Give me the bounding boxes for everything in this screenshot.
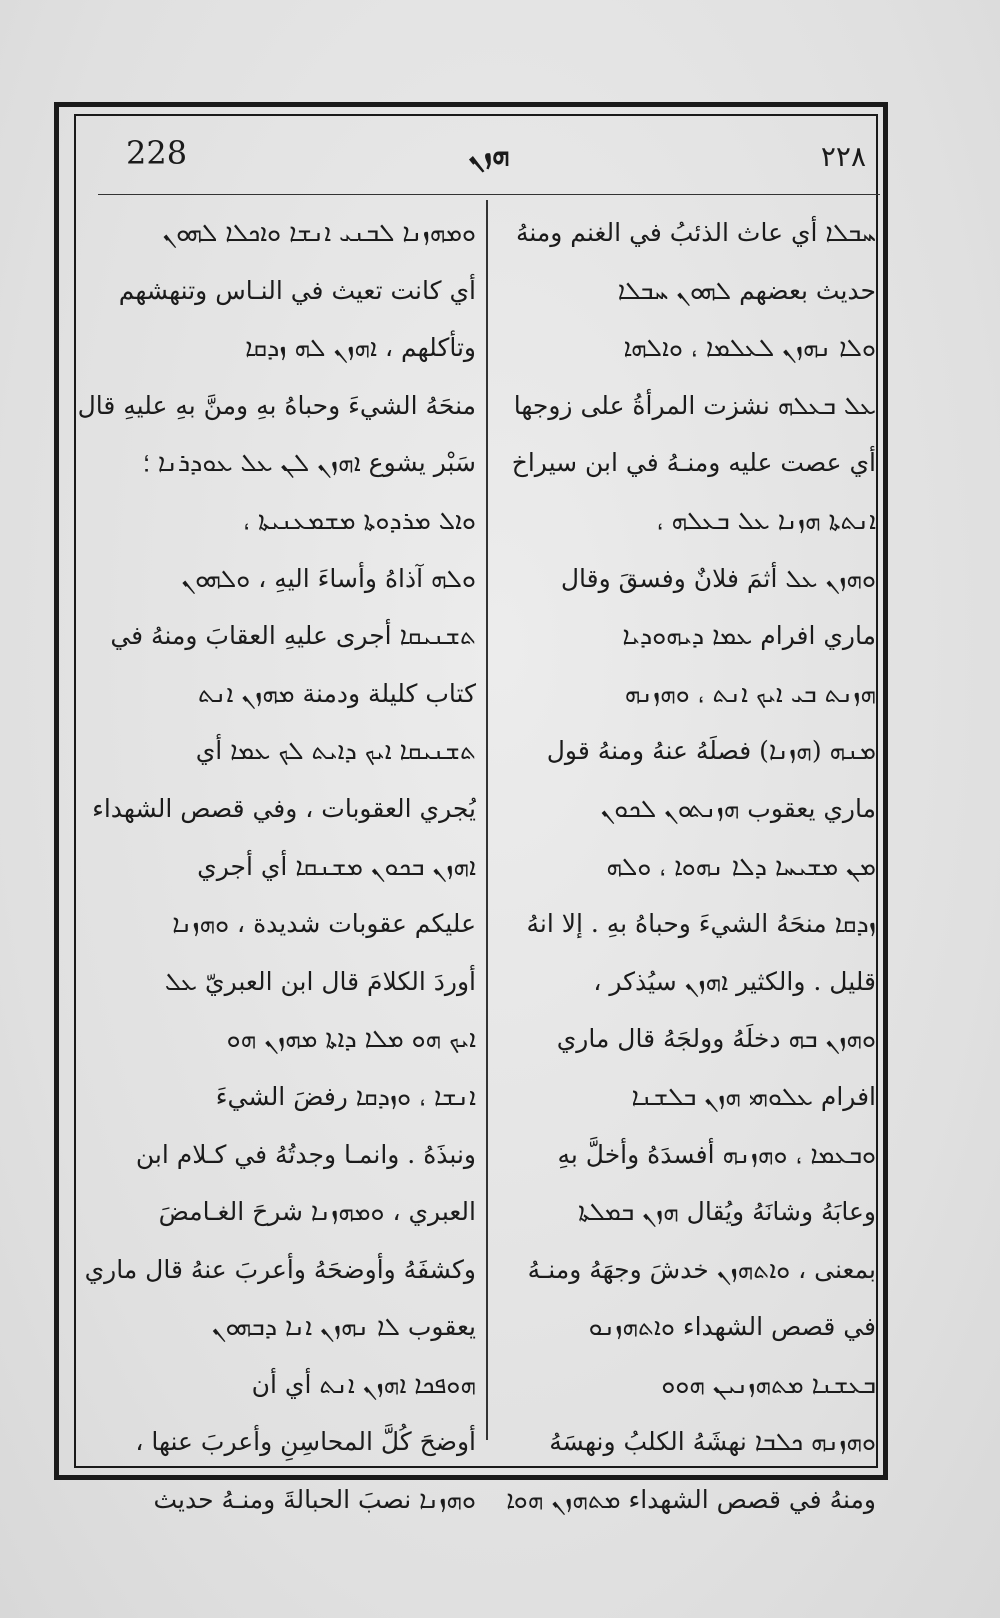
text-line: أوردَ الكلامَ قال ابن العبريّ ܥܠ [164, 966, 476, 996]
text-line: ܘܗܙܢ ܒܗ دخلَهُ وولجَهُ قال ماري [556, 1024, 876, 1054]
text-line: ܐܝܟ ܗܘ ܡܠܐ ܕܐܬܐ ܡܗܙܢ ܗܘ [226, 1024, 476, 1054]
text-line: ܡܢ ܡܫܝܚܐ ܕܠܐ ܢܗܘܐ ، ܘܠܗ [606, 851, 876, 881]
text-line: ܘܗܙܢ ܥܠ أثمَ فلانٌ وفسقَ وقال [560, 563, 876, 593]
text-line: يُجري العقوبات ، وفي قصص الشهداء [92, 793, 476, 823]
column-divider [486, 200, 488, 1440]
text-line: ܐܢܬܬܐ ܗܙܢܐ ܥܠ ܒܥܠܗ ، [656, 505, 876, 535]
text-line: ܡܢܗ (ܗܙܢܐ) فصلَهُ عنهُ ومنهُ قول [546, 736, 876, 766]
text-line: أي عصت عليه ومنـهُ في ابن سيراخ [511, 448, 876, 478]
text-line: ܚܒܠܐ أي عاث الذئبُ في الغنم ومنهُ [515, 218, 876, 247]
running-head: ܗܙܢ [468, 138, 510, 171]
text-line: يعقوب ܠܐ ܢܗܙܢ ܐܢܐ ܕܒܗܘܢ [211, 1312, 476, 1342]
text-line: ܬܫܢܝܩܐ ܐܝܟ ܕܐܝܬ ܠܟ ܥܡܐ أي [195, 736, 476, 766]
text-line: ܐܗܙܢ ܒܟܘܢ ܡܫܢܩܐ أي أجري [197, 851, 476, 881]
text-line: بمعنى ، ܘܐܬܗܙܢ خدشَ وجهَهُ ومنـهُ [527, 1254, 876, 1284]
text-line: ܘܠܐ ܢܗܙܢ ܠܥܠܡܐ ، ܘܐܠܗܐ [623, 333, 876, 363]
text-line: ونبذَهُ . وانمـا وجدتُهُ في كـلام ابن [135, 1139, 476, 1169]
text-line: ܘܒܥܡܐ ، ܘܗܙܢܗ أفسدَهُ وأخلَّ بهِ [557, 1139, 876, 1169]
text-line: أي كانت تعيث في النـاس وتنهشهم [118, 275, 476, 305]
text-line: ܐܢܫܐ ، ܘܙܕܩܐ رفضَ الشيءَ [215, 1081, 476, 1111]
right-column [498, 204, 876, 1515]
text-line: كتاب كليلة ودمنة ܡܗܙܢ ܐܢܬ [197, 678, 476, 708]
text-line: العبري ، ܘܡܗܙܢܐ شرحَ الغـامضَ [158, 1197, 476, 1227]
text-line: ܘܡܗܙܢܐ ܠܒܢܝ ܐܢܫܐ ܘܐܟܠܐ ܠܗܘܢ [162, 218, 476, 247]
text-line: ܥܠ ܒܥܠܗ نشزت المرأةُ على زوجها [513, 390, 876, 420]
text-line: أوضحَ كُلَّ المحاسِنِ وأعربَ عنها ، [135, 1427, 476, 1457]
text-line: ومنهُ في قصص الشهداء ܡܬܗܙܢ ܗܘܐ [506, 1485, 876, 1515]
text-line: وكشفَهُ وأوضحَهُ وأعربَ عنهُ قال ماري [84, 1254, 476, 1284]
page-header [98, 130, 880, 195]
text-line: ܗܘܦܟܐ ܐܗܙܢ ܐܢܬ أي أن [251, 1369, 476, 1399]
text-line: ܘܐܠ ܡܪܕܘܬܐ ܡܫܡܥܢܝܬܐ ، [243, 505, 476, 535]
text-line: ܙܕܩܐ منحَهُ الشيءَ وحباهُ بهِ . إلا انهُ [526, 909, 876, 939]
text-line: وعابَهُ وشانَهُ ويُقال ܗܙܢ ܒܡܠܬܐ [578, 1197, 876, 1227]
text-line: عليكم عقوبات شديدة ، ܘܗܙܢܐ [172, 909, 476, 939]
text-line: ماري يعقوب ܗܙܢܬܘܢ ܠܟܘܢ [600, 793, 876, 823]
text-line: افرام ܥܠܘܗܝ ܗܙܢ ܒܠܫܢܐ [631, 1081, 876, 1111]
text-line: منحَهُ الشيءَ وحباهُ بهِ ومنَّ بهِ عليهِ قال [78, 390, 476, 420]
text-line: ܘܗܙܢܗ ܟܠܒܐ نهشَهُ الكلبُ ونهسَهُ [549, 1427, 876, 1457]
text-line: ܘܠܗ آذاهُ وأساءَ اليهِ ، ܘܠܗܘܢ [181, 563, 476, 593]
text-line: قليل . والكثير ܐܗܙܢ سيُذكر ، [593, 966, 876, 996]
page-number-arabic: ٢٢٨ [820, 140, 866, 173]
text-line: وتأكلهم ، ܐܗܙܢ ܠܗ ܙܕܩܐ [245, 333, 476, 363]
text-line: ماري افرام ܥܡܐ ܕܝܗܘܕܝܐ [622, 621, 876, 651]
text-line: حديث بعضهم ܠܗܘܢ ܚܒܠܐ [617, 275, 876, 305]
left-column [78, 204, 476, 1515]
text-line: ܒܥܫܢܐ ܡܬܗܙܢܝܢ ܗܘܘ [661, 1369, 876, 1399]
text-line: ܗܙܢܬ ܒܝ ܐܝܟ ܐܢܬ ، ܘܗܙܢܗ [624, 678, 876, 708]
page-number-latin: 228 [126, 134, 188, 172]
text-line: سَبْر يشوع ܐܗܙܢ ܠܢ ܥܠ ܥܘܕܪܢܐ ؛ [143, 448, 476, 478]
text-line: ܬܫܢܝܩܐ أجرى عليهِ العقابَ ومنهُ في [110, 621, 476, 651]
text-line: في قصص الشهداء ܘܐܬܗܙܢܘ [588, 1312, 876, 1342]
text-line: ܘܗܙܢܐ نصبَ الحبالةَ ومنـهُ حديث [153, 1485, 476, 1515]
